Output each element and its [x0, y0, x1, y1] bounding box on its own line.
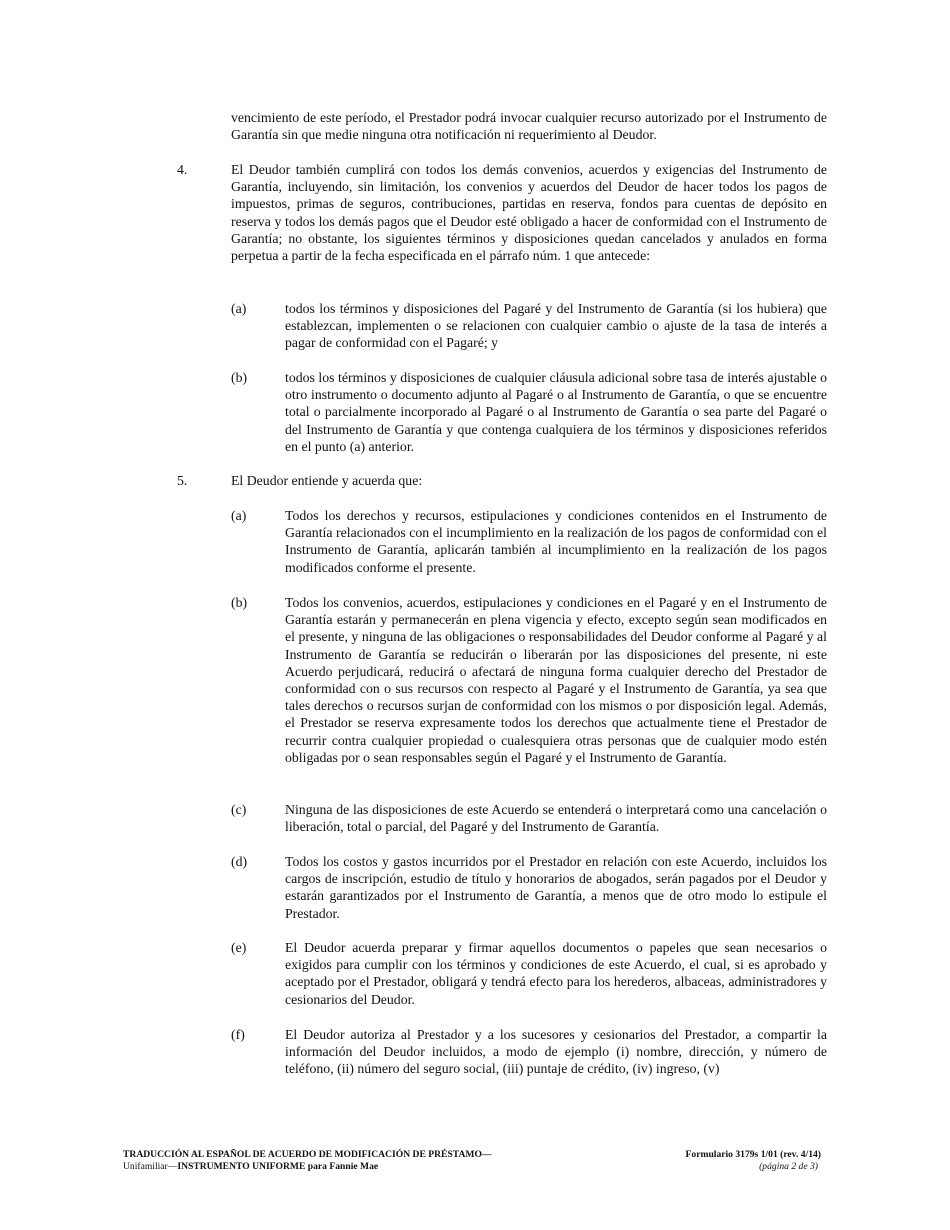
section-5e-label: (e) [231, 940, 247, 955]
section-5b-text: Todos los convenios, acuerdos, estipulaciones y condiciones en el Pagaré y en el Instrumento de Garantía estarán y permanecerán en plena vigencia y efecto, excepto según sean modificados en el presente, y ninguna de las obligaciones o responsabilidades del Deudor conforme al Pagaré y al Instrumento de Garantía se reducirán o liberarán por las disposiciones del presente, ni este Acuerdo perjudicará, reducirá o afectará de ninguna forma cualquier derecho del Prestador de conformidad con o sus recursos con respecto al Pagaré y el Instrumento de Garantía, ya sea que tales derechos o recursos surjan de conformidad con los mismos o por disposición legal. Además, el Prestador se reserva expresamente todos los derechos que actualmente tiene el Prestador de recurrir contra cualquier propiedad o cualesquiera otras personas que de cualquier modo estén obligadas por o sean responsables según el Pagaré y el Instrumento de Garantía. [285, 595, 827, 765]
section-5f-text: El Deudor autoriza al Prestador y a los sucesores y cesionarios del Prestador, a compartir la información del Deudor incluidos, a modo de ejemplo (i) nombre, dirección, y número de teléfono, (ii) número del seguro social, (iii) puntaje de crédito, (iv) ingreso, (v) [285, 1027, 827, 1077]
section-5-number: 5. [177, 473, 188, 488]
section-4-number: 4. [177, 162, 188, 177]
section-4a-label: (a) [231, 301, 247, 316]
footer-page-number: (página 2 de 3) [759, 1161, 818, 1172]
footer-subtitle-bold: INSTRUMENTO UNIFORME para Fannie Mae [177, 1161, 379, 1172]
section-5e-text: El Deudor acuerda preparar y firmar aquellos documentos o papeles que sean necesarios o exigidos para cumplir con los términos y condiciones de este Acuerdo, el cual, si es aprobado y aceptado por el Prestador, obligará y tendrá efecto para los herederos, albaceas, administradores y cesionarios del Deudor. [285, 940, 827, 1007]
footer-form-number: Formulario 3179s 1/01 (rev. 4/14) [685, 1149, 821, 1160]
section-5c-label: (c) [231, 802, 247, 817]
section-5d-label: (d) [231, 854, 248, 869]
section-5-text: El Deudor entiende y acuerda que: [231, 473, 423, 488]
footer-title: TRADUCCIÓN AL ESPAÑOL DE ACUERDO DE MODIFICACIÓN DE PRÉSTAMO— [123, 1149, 492, 1160]
section-4b-label: (b) [231, 370, 248, 385]
section-4a-text: todos los términos y disposiciones del Pagaré y del Instrumento de Garantía (si los hubiera) que establezcan, implementen o se relacionen con cualquier cambio o ajuste de la tasa de interés a pagar de conformidad con el Pagaré; y [285, 301, 827, 351]
section-5d-text: Todos los costos y gastos incurridos por el Prestador en relación con este Acuerdo, incluidos los cargos de inscripción, estudio de título y honorarios de abogados, serán pagados por el Deudor y estarán garantizados por el Instrumento de Garantía, a menos que de otro modo lo estipule el Prestador. [285, 854, 827, 921]
section-5a-label: (a) [231, 508, 247, 523]
section-4-text: El Deudor también cumplirá con todos los demás convenios, acuerdos y exigencias del Instrumento de Garantía, incluyendo, sin limitación, los convenios y acuerdos del Deudor de hacer todos los pagos de impuestos, primas de seguros, contribuciones, partidas en reserva, fondos para cuentas de depósito en reserva y todos los demás pagos que el Deudor esté obligado a hacer de conformidad con el Instrumento de Garantía; no obstante, los siguientes términos y disposiciones quedan cancelados y anulados en forma perpetua a partir de la fecha especificada en el párrafo núm. 1 que antecede: [231, 162, 827, 264]
footer-subtitle-plain: Unifamiliar— [123, 1161, 178, 1172]
section-5f-label: (f) [231, 1027, 245, 1042]
section-5b-label: (b) [231, 595, 248, 610]
continuation-paragraph: vencimiento de este período, el Prestador podrá invocar cualquier recurso autorizado por el Instrumento de Garantía sin que medie ninguna otra notificación ni requerimiento al Deudor. [231, 110, 827, 143]
section-4b-text: todos los términos y disposiciones de cualquier cláusula adicional sobre tasa de interés ajustable o otro instrumento o documento adjunto al Pagaré o al Instrumento de Garantía, o que se encuentre total o parcialmente incorporado al Pagaré o al Instrumento de Garantía o sea parte del Pagaré o del Instrumento de Garantía y que contenga cualquiera de los términos y disposiciones referidos en el punto (a) anterior. [285, 370, 827, 454]
footer-subtitle [123, 1161, 593, 1174]
section-5c-text: Ninguna de las disposiciones de este Acuerdo se entenderá o interpretará como una cancelación o liberación, total o parcial, del Pagaré y del Instrumento de Garantía. [285, 802, 827, 835]
section-5a-text: Todos los derechos y recursos, estipulaciones y condiciones contenidos en el Instrumento de Garantía relacionados con el incumplimiento en la realización de los pagos de conformidad con el Instrumento de Garantía, aplicarán también al incumplimiento en la realización de los pagos modificados conforme el presente. [285, 508, 827, 575]
